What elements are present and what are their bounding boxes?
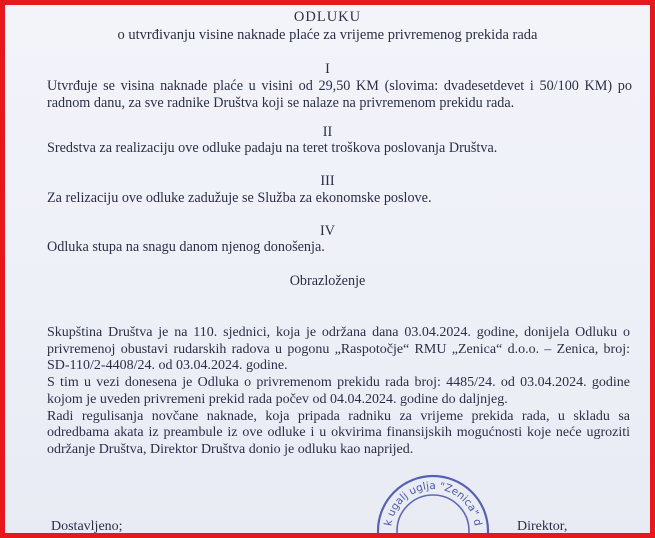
section-numeral-2: II	[322, 124, 333, 140]
stamp-text: k ugalj uglja "Zenica" d	[382, 479, 484, 527]
section-text-1	[47, 78, 632, 112]
explanation-line-6: Radi regulisanja novčane naknade, koja pripada radniku za vrijeme prekida rada, u skladu sa	[47, 408, 630, 424]
section-numeral-3: III	[320, 173, 335, 189]
section-numeral-1: I	[325, 61, 330, 77]
explanation-line-8: održanje Društva, Direktor Društva donio je odluku kao naprijed.	[47, 441, 414, 457]
section-text-3: Za relizaciju ove odluke zadužuje se Služba za ekonomske poslove.	[47, 190, 432, 206]
footer-director-label: Direktor,	[517, 519, 568, 534]
section-text-4: Odluka stupa na snagu danom njenog donošenja.	[47, 239, 325, 255]
explanation-line-3: SD-110/2-4408/24. od 03.04.2024. godine.	[47, 358, 288, 374]
footer-delivered-label: Dostavljeno;	[51, 519, 123, 534]
explanation-line-2: privremenoj obustavi rudarskih radova u pogonu „Raspotočje“ RMU „Zenica“ d.o.o. – Zenica, broj:	[47, 341, 630, 357]
explanation-line-1: Skupština Društva je na 110. sjednici, koja je održana dana 03.04.2024. godine, donijela Odluku o	[47, 325, 630, 340]
document-title: ODLUKU	[293, 9, 362, 25]
explanation-line-4: S tim u vezi donesena je Odluka o privremenom prekidu rada broj: 4485/24. od 03.04.2024. godine	[47, 375, 630, 391]
explanation-line-7: odredbama akata iz preambule iz ove odluke i u okvirima finansijskih mogućnosti koje neće ugroziti	[47, 425, 630, 441]
section-text-2: Sredstva za realizaciju ove odluke padaju na teret troškova poslovanja Društva.	[47, 140, 498, 156]
document-subtitle: o utvrđivanju visine naknade plaće za vrijeme privremenog prekida rada	[117, 27, 538, 43]
explanation-line-5: kojom je uveden privremeni prekid rada počev od 04.04.2024. godine do daljnjeg.	[47, 391, 508, 407]
explanation-body	[47, 325, 630, 459]
svg-text:k ugalj uglja "Zenica" d	[382, 480, 483, 527]
section-numeral-4: IV	[320, 223, 335, 239]
document-page	[11, 5, 644, 533]
section-1-line-2: radnom danu, za sve radnike Društva koji se nalaze na privremenom prekidu rada.	[47, 95, 515, 111]
section-1-line-1: Utvrđuje se visina naknade plaće u visini od 29,50 KM (slovima: dvadesetdevet i 50/100 KM) po	[47, 78, 632, 94]
company-stamp-icon	[373, 471, 493, 538]
explanation-heading: Obrazloženje	[289, 273, 366, 289]
